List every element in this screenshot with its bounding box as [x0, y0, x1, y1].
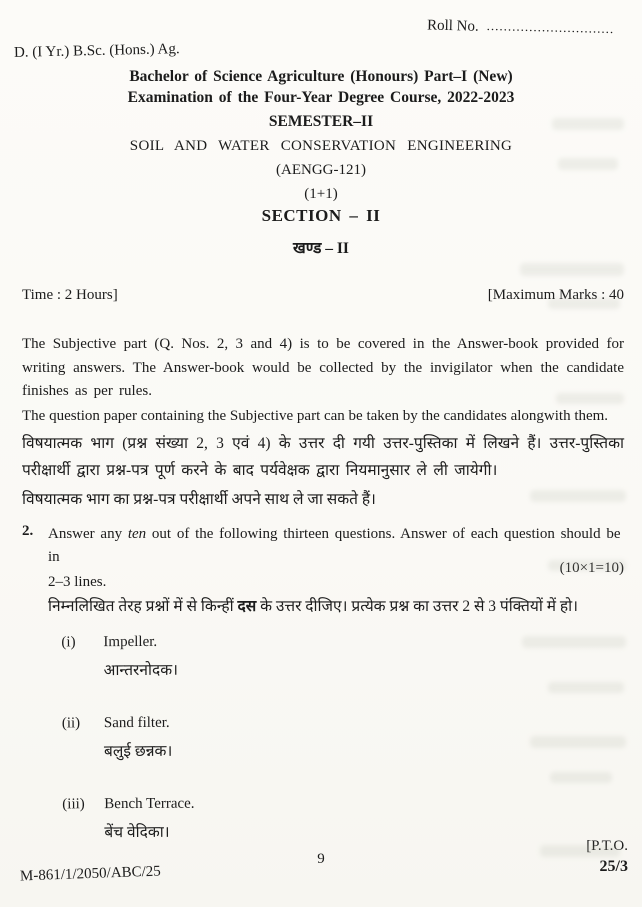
section-block: [0, 206, 642, 262]
bleed-through-artifact: [520, 263, 624, 276]
section-heading-hi: खण्ड – II: [293, 240, 349, 257]
bleed-through-artifact: [522, 636, 626, 648]
subquestion-item: [62, 794, 582, 847]
subquestion-text-hi: बेंच वेदिका।: [104, 823, 170, 842]
pto-label: [P.T.O.: [586, 838, 628, 854]
instruction-paragraph-hi-1: विषयात्मक भाग (प्रश्न संख्या 2, 3 एवं 4) के उत्तर दी गयी उत्तर-पुस्तिका में लिखने हैं। उत्तर-पुस्तिका परीक्षार्थी द्वारा प्रश्न-पत्र पूर्ण करने के बाद पर्यवेक्षक द्वारा नियमानुसार ले ली जायेगी।: [22, 435, 624, 479]
exam-title-line-2: Examination of the Four-Year Degree Course, 2022-2023: [127, 89, 515, 106]
subquestion-text-en: Bench Terrace.: [104, 795, 195, 813]
subquestion-list: [61, 632, 582, 878]
section-heading-en: SECTION – II: [261, 206, 381, 225]
bleed-through-artifact: [548, 298, 620, 309]
bleed-through-artifact: [548, 560, 626, 571]
time-marks-row: [22, 287, 624, 304]
question-text-hi-part2: के उत्तर दीजिए। प्रत्येक प्रश्न का उत्तर 2 से 3 पंक्तियों में हो।: [256, 598, 579, 615]
question-2: [22, 523, 624, 620]
bleed-through-artifact: [530, 490, 626, 502]
semester-line: SEMESTER–II: [268, 113, 374, 130]
question-text-hi-part1: निम्नलिखित तेरह प्रश्नों में से किन्हीं: [48, 598, 238, 615]
question-text-en: [48, 523, 624, 569]
subquestion-number: (ii): [61, 715, 81, 732]
bleed-through-artifact: [556, 393, 624, 404]
subquestion-text-hi: बलुई छन्नक।: [103, 742, 173, 761]
roll-no-dots: ..............................: [486, 17, 615, 37]
credits-line: (1+1): [304, 186, 338, 202]
page-number: 9: [317, 851, 325, 867]
title-block: [0, 66, 642, 205]
roll-no-line: [427, 17, 632, 39]
question-text-en-cont: 2–3 lines.: [48, 574, 107, 590]
question-line-2: [48, 560, 624, 591]
bleed-through-artifact: [530, 736, 626, 748]
question-text-en-ten: ten: [127, 526, 147, 542]
instructions-block: [22, 333, 624, 513]
question-marks: (10×1=10): [559, 560, 624, 576]
subquestion-text-en: Sand filter.: [103, 714, 170, 732]
question-text-hi: [48, 593, 624, 620]
time-allowed: Time : 2 Hours]: [22, 287, 118, 303]
bleed-through-artifact: [558, 158, 618, 170]
exam-title-line-1: Bachelor of Science Agriculture (Honours) Part–I (New): [129, 68, 513, 85]
course-code-line: (AENGG-121): [276, 162, 366, 178]
subject-line: SOIL AND WATER CONSERVATION ENGINEERING: [129, 138, 513, 154]
bleed-through-artifact: [552, 118, 624, 130]
subquestion-item: [61, 632, 581, 685]
instruction-paragraph-hi-2: विषयात्मक भाग का प्रश्न-पत्र परीक्षार्थी अपने साथ ले जा सकते हैं।: [22, 491, 376, 508]
subquestion-number: (i): [61, 634, 76, 651]
roll-no-label: Roll No.: [426, 17, 479, 35]
subquestion-text-en: Impeller.: [103, 633, 158, 651]
subquestion-number: (iii): [62, 796, 85, 813]
program-line: D. (I Yr.) B.Sc. (Hons.) Ag.: [13, 41, 180, 61]
question-text-hi-das: दस: [237, 598, 257, 615]
paper-set-code: 25/3: [599, 858, 628, 875]
question-text-en-part1: Answer any: [48, 526, 128, 542]
bleed-through-artifact: [550, 772, 612, 783]
bleed-through-artifact: [548, 682, 624, 693]
instruction-paragraph-en-2: The question paper containing the Subjective part can be taken by the candidates alongwith them.: [22, 407, 609, 424]
footer-print-code: M-861/1/2050/ABC/25: [19, 863, 162, 885]
question-number: 2.: [22, 523, 34, 539]
bleed-through-artifact: [540, 845, 620, 857]
instruction-paragraph-en-1: The Subjective part (Q. Nos. 2, 3 and 4) is to be covered in the Answer-book provided for writing answers. The Answer-book would be collected by the invigilator when the candidate finishes as per rules.: [22, 336, 624, 399]
question-text-en-part2: out of the following thirteen questions. Answer of each question should be in: [48, 526, 621, 565]
maximum-marks: [Maximum Marks : 40: [487, 287, 624, 303]
subquestion-text-hi: आन्तरनोदक।: [103, 661, 179, 680]
subquestion-item: [62, 713, 582, 766]
